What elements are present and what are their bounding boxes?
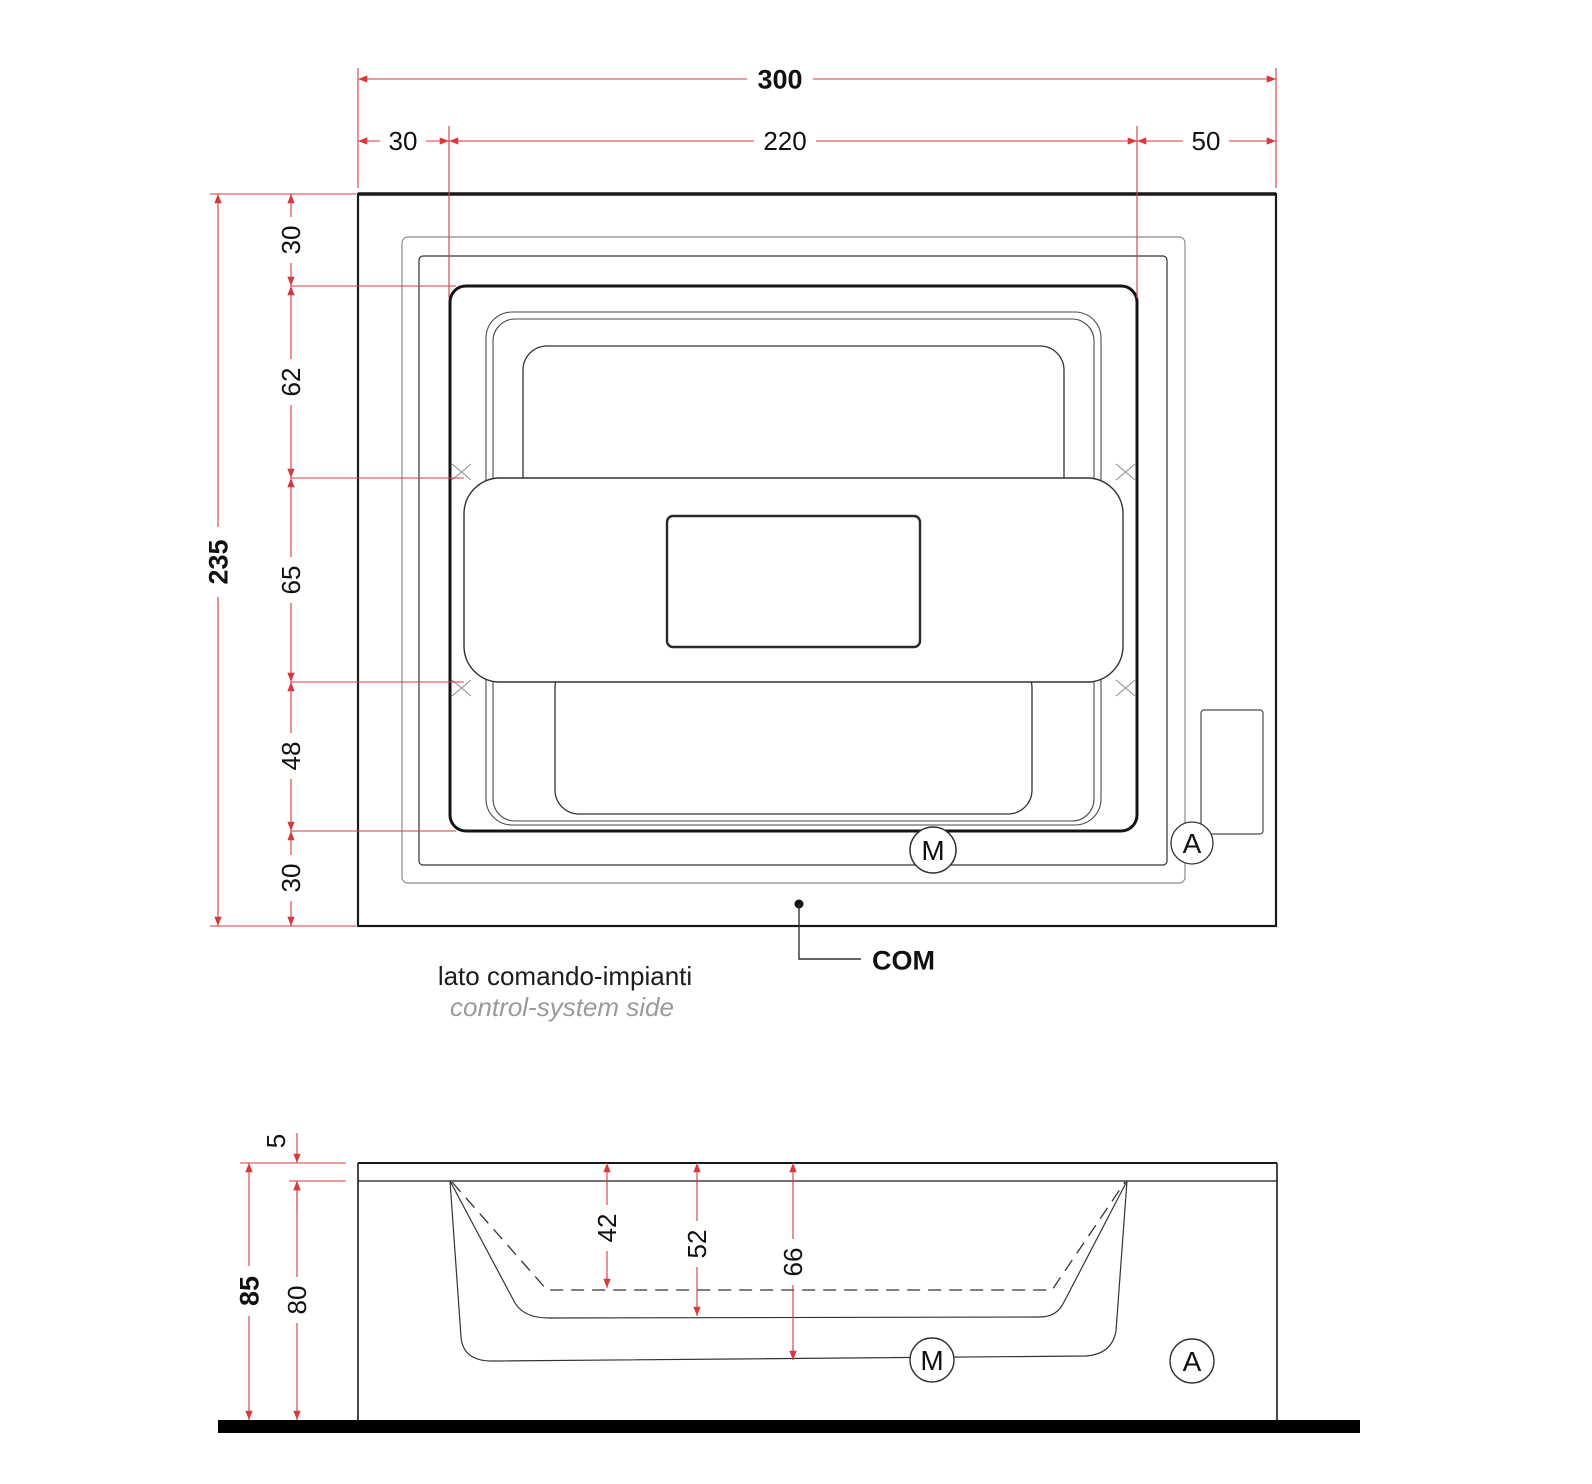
svg-text:M: M [921,835,945,867]
svg-text:30: 30 [276,863,307,893]
svg-text:A: A [1182,828,1202,860]
equipment-box [1201,710,1263,834]
svg-text:30: 30 [388,126,418,157]
svg-text:62: 62 [276,367,307,397]
dim-label-220 [754,126,816,156]
caption-english: control-system side [450,992,674,1023]
svg-text:5: 5 [261,1133,292,1149]
dim-label-v62 [276,359,306,405]
com-callout [795,900,936,976]
dim-label-235 [203,527,233,597]
svg-text:235: 235 [203,539,234,585]
dim-label-80 [282,1277,312,1323]
svg-text:85: 85 [234,1275,265,1307]
air-marker-side [1170,1339,1214,1383]
center-recess [667,516,920,647]
com-label: COM [872,945,935,976]
side-view [218,1127,1360,1433]
side-view-dimensions [240,1133,793,1420]
floor-line [218,1420,1360,1433]
top-view [203,64,1276,1022]
dim-label-66 [778,1239,808,1285]
backrest-bottom [555,664,1032,814]
svg-text:50: 50 [1191,126,1221,157]
svg-text:66: 66 [778,1247,809,1277]
dim-label-v48 [276,733,306,779]
caption-italian: lato comando-impianti [437,961,693,992]
motor-marker-top [910,827,956,873]
dim-label-50 [1183,126,1229,156]
dim-label-300 [747,64,813,94]
dim-label-v65 [276,557,306,603]
svg-text:52: 52 [682,1229,713,1259]
dim-label-42 [592,1205,622,1251]
svg-text:30: 30 [276,225,307,255]
air-marker-top [1171,822,1213,864]
svg-text:220: 220 [763,126,807,157]
dim-label-v30b [276,855,306,901]
svg-text:48: 48 [276,741,307,771]
com-leader-line [799,904,861,959]
svg-text:A: A [1182,1346,1202,1378]
svg-text:65: 65 [276,565,307,595]
dim-label-30-left [380,126,426,156]
dim-label-5 [261,1127,291,1155]
dim-label-v30a [276,217,306,263]
svg-text:42: 42 [592,1213,623,1243]
dim-label-85 [234,1266,264,1316]
svg-text:80: 80 [282,1285,313,1315]
svg-text:300: 300 [757,64,803,95]
motor-marker-side [910,1338,954,1382]
svg-text:M: M [920,1345,944,1377]
dim-label-52 [682,1221,712,1267]
